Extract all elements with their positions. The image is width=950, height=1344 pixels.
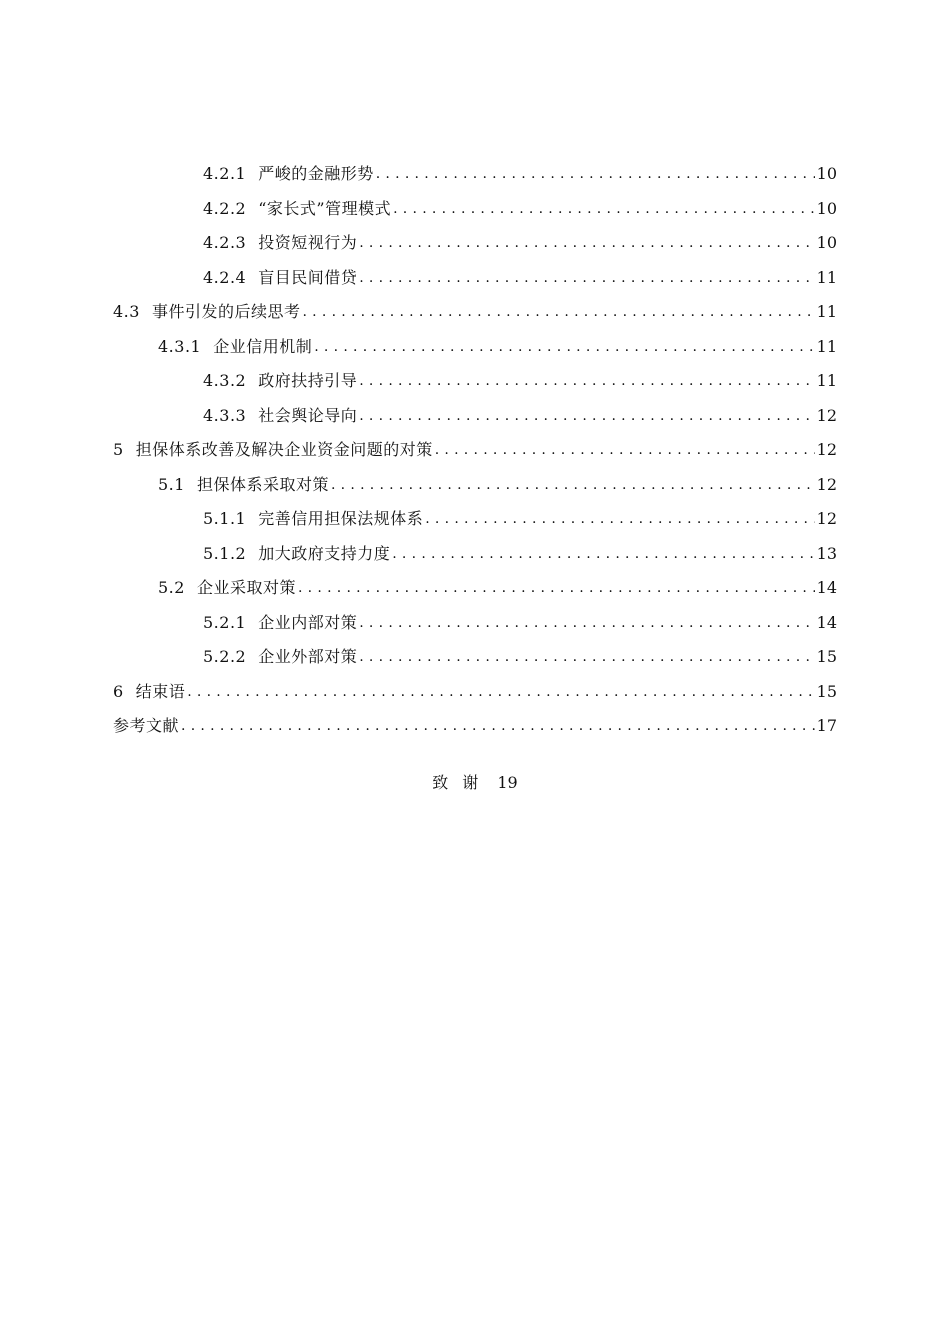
- dot-leader: [187, 682, 814, 702]
- toc-entry-page: 10: [816, 233, 837, 253]
- dot-leader: [359, 613, 814, 633]
- acknowledgement-entry[interactable]: [0, 773, 950, 793]
- toc-entry-text: 政府扶持引导: [258, 371, 358, 391]
- toc-entry-title: [203, 199, 391, 219]
- toc-entry-page: 15: [816, 681, 837, 701]
- dot-leader: [314, 337, 814, 357]
- toc-entry-title: [203, 613, 357, 633]
- toc-entry-title: [113, 716, 179, 736]
- toc-entry-page: 12: [816, 474, 837, 494]
- toc-entry-text: 企业信用机制: [213, 336, 313, 356]
- toc-entry[interactable]: [0, 709, 950, 744]
- toc-entry[interactable]: [0, 192, 950, 227]
- toc-entry-page: 12: [816, 405, 837, 425]
- toc-entry[interactable]: [0, 537, 950, 572]
- dot-leader: [359, 268, 814, 288]
- dot-leader: [359, 406, 814, 426]
- toc-entry-title: [203, 371, 357, 391]
- toc-entry[interactable]: [0, 675, 950, 710]
- toc-entry-number: 5.2.2: [203, 647, 247, 667]
- dot-leader: [359, 647, 814, 667]
- toc-entry-text: 加大政府支持力度: [258, 543, 391, 563]
- toc-entry-title: [203, 164, 374, 184]
- toc-entry[interactable]: [0, 261, 950, 296]
- toc-entry-text: “家长式”管理模式: [258, 198, 392, 218]
- toc-entry-page: 15: [816, 647, 837, 667]
- dot-leader: [376, 164, 815, 184]
- toc-entry[interactable]: [0, 606, 950, 641]
- toc-entry-text: 投资短视行为: [258, 233, 358, 253]
- toc-entry-text: 担保体系采取对策: [196, 474, 329, 494]
- toc-entry-page: 11: [816, 371, 837, 391]
- acknowledgement-label: 致谢: [432, 773, 493, 792]
- toc-entry[interactable]: [0, 157, 950, 192]
- toc-entry[interactable]: [0, 571, 950, 606]
- toc-entry-text: 担保体系改善及解决企业资金问题的对策: [135, 440, 433, 460]
- toc-entry-number: 4.2.2: [203, 198, 247, 218]
- toc-entry-page: 10: [816, 164, 837, 184]
- toc-entry[interactable]: [0, 640, 950, 675]
- toc-entry-title: [203, 268, 357, 288]
- toc-entry[interactable]: [0, 295, 950, 330]
- toc-entry-title: [203, 509, 423, 529]
- toc-entry-number: 5: [113, 440, 124, 460]
- toc-entry[interactable]: [0, 433, 950, 468]
- toc-entry-title: [158, 475, 329, 495]
- toc-entry-page: 12: [816, 440, 837, 460]
- toc-entry-page: 11: [816, 336, 837, 356]
- dot-leader: [392, 544, 814, 564]
- toc-entry-page: 14: [816, 612, 837, 632]
- toc-entry-title: [203, 647, 357, 667]
- toc-entry-number: 5.2: [158, 578, 185, 598]
- dot-leader: [425, 509, 814, 529]
- toc-entry-text: 严峻的金融形势: [258, 164, 374, 184]
- toc-entry-title: [113, 682, 185, 702]
- dot-leader: [393, 199, 815, 219]
- toc-entry-number: 4.3: [113, 302, 140, 322]
- dot-leader: [302, 302, 814, 322]
- toc-entry-text: 企业外部对策: [258, 647, 358, 667]
- toc-entry[interactable]: [0, 226, 950, 261]
- toc-entry[interactable]: [0, 364, 950, 399]
- toc-entry-title: [203, 544, 390, 564]
- toc-entry[interactable]: [0, 502, 950, 537]
- toc-entry-title: [113, 302, 300, 322]
- toc-entry-title: [203, 233, 357, 253]
- toc-entry-title: [158, 578, 296, 598]
- dot-leader: [298, 578, 815, 598]
- toc-entry-number: 6: [113, 681, 124, 701]
- toc-entry-text: 盲目民间借贷: [258, 267, 358, 287]
- toc-entry-number: 4.3.3: [203, 405, 247, 425]
- dot-leader: [331, 475, 815, 495]
- toc-entry-title: [158, 337, 312, 357]
- toc-entry-page: 11: [816, 302, 837, 322]
- toc-entry-number: 5.1: [158, 474, 185, 494]
- acknowledgement-page: 19: [497, 773, 518, 792]
- toc-entry-text: 参考文献: [113, 716, 180, 736]
- dot-leader: [359, 371, 814, 391]
- toc-entry-page: 12: [816, 509, 837, 529]
- toc-entry-number: 5.2.1: [203, 612, 247, 632]
- toc-entry-text: 企业采取对策: [196, 578, 296, 598]
- toc-entry-number: 5.1.2: [203, 543, 247, 563]
- toc-entry-text: 社会舆论导向: [258, 405, 358, 425]
- toc-entry-page: 13: [816, 543, 837, 563]
- toc-entry-page: 11: [816, 267, 837, 287]
- toc-entry-title: [203, 406, 357, 426]
- toc-entry-number: 4.2.3: [203, 233, 247, 253]
- dot-leader: [435, 440, 815, 460]
- toc-entry-page: 10: [816, 198, 837, 218]
- dot-leader: [181, 716, 815, 736]
- toc-entry[interactable]: [0, 468, 950, 503]
- dot-leader: [359, 233, 814, 253]
- toc-entry-number: 4.3.1: [158, 336, 202, 356]
- toc-entry-number: 4.3.2: [203, 371, 247, 391]
- toc-entry-page: 14: [816, 578, 837, 598]
- toc-entry-text: 事件引发的后续思考: [151, 302, 301, 322]
- toc-entry[interactable]: [0, 330, 950, 365]
- toc-entry-number: 5.1.1: [203, 509, 247, 529]
- toc-entry-number: 4.2.1: [203, 164, 247, 184]
- toc-entry[interactable]: [0, 399, 950, 434]
- toc-entry-text: 结束语: [135, 681, 186, 701]
- toc-entry-title: [113, 440, 433, 460]
- toc-entry-text: 完善信用担保法规体系: [258, 509, 424, 529]
- toc-entry-page: 17: [816, 716, 837, 736]
- toc-entry-number: 4.2.4: [203, 267, 247, 287]
- toc-entry-text: 企业内部对策: [258, 612, 358, 632]
- table-of-contents: [0, 157, 950, 744]
